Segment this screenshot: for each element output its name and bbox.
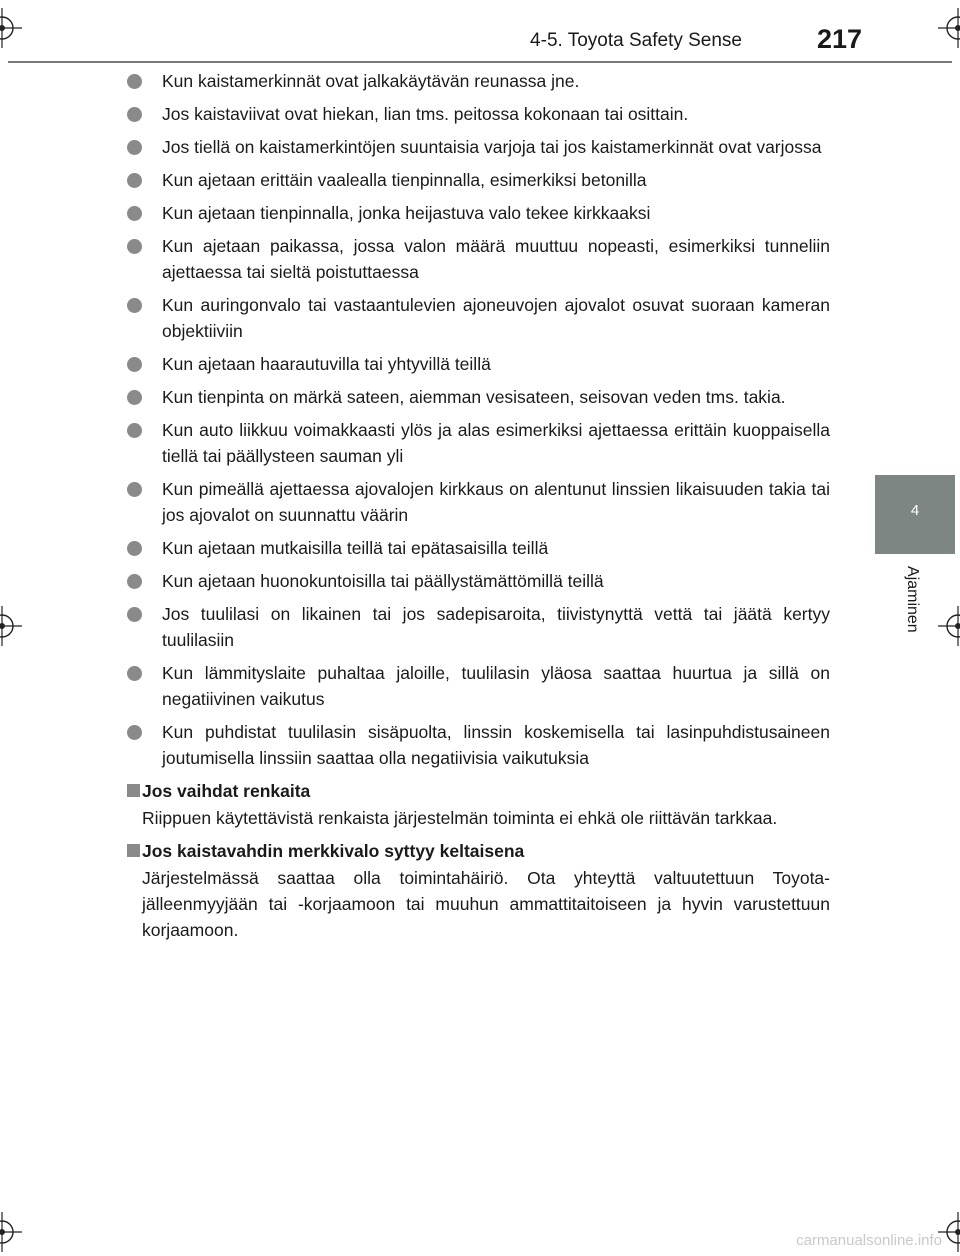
square-bullet-icon [127,844,140,857]
list-item: Kun ajetaan erittäin vaalealla tienpinnalla, esimerkiksi betonilla [122,167,830,193]
list-item: Kun lämmityslaite puhaltaa jaloille, tuulilasin yläosa saattaa huurtua ja sillä on negatiivinen vaikutus [122,660,830,712]
list-item: Kun auringonvalo tai vastaantulevien ajoneuvojen ajovalot osuvat suoraan kameran objektiiviin [122,292,830,344]
bullet-icon [127,541,142,556]
bullet-icon [127,390,142,405]
list-item: Kun ajetaan paikassa, jossa valon määrä muuttuu nopeasti, esimerkiksi tunneliin ajettaessa tai sieltä poistuttaessa [122,233,830,285]
bullet-icon [127,298,142,313]
list-item: Kun ajetaan haarautuvilla tai yhtyvillä teillä [122,351,830,377]
list-item: Jos kaistaviivat ovat hiekan, lian tms. peitossa kokonaan tai osittain. [122,101,830,127]
bullet-icon [127,239,142,254]
list-item: Jos tuulilasi on likainen tai jos sadepisaroita, tiivistynyttä vettä tai jäätä kertyy tuulilasiin [122,601,830,653]
list-item: Kun puhdistat tuulilasin sisäpuolta, linssin koskemisella tai lasinpuhdistusaineen joutumisella linssiin saattaa olla negatiivisia vaikutuksia [122,719,830,771]
bullet-icon [127,423,142,438]
list-item: Kun kaistamerkinnät ovat jalkakäytävän reunassa jne. [122,68,830,94]
section-heading-indicator: Jos kaistavahdin merkkivalo syttyy keltaisena [122,838,830,864]
list-item: Kun ajetaan tienpinnalla, jonka heijastuva valo tekee kirkkaaksi [122,200,830,226]
bullet-icon [127,140,142,155]
bullet-icon [127,173,142,188]
crop-mark-icon [0,1212,22,1252]
bullet-icon [127,725,142,740]
chapter-tab [875,475,955,554]
bullet-icon [127,107,142,122]
header-divider [8,61,952,63]
page-number: 217 [816,24,862,54]
section-paragraph-indicator: Järjestelmässä saattaa olla toimintahäiriö. Ota yhteyttä valtuutettuun Toyota-jälleenmyyjään tai -korjaamoon tai muuhun ammattitaitoiseen ja hyvin varustettuun korjaamoon. [142,868,830,940]
watermark: carmanualsonline.info [796,1232,942,1249]
section-title: 4-5. Toyota Safety Sense [530,30,742,51]
page-content [122,68,830,950]
bullet-icon [127,666,142,681]
crop-mark-icon [938,606,960,646]
chapter-label: Ajaminen [904,566,921,633]
section-paragraph-tires: Riippuen käytettävistä renkaista järjestelmän toiminta ei ehkä ole riittävän tarkkaa. [142,808,778,828]
list-item: Jos tiellä on kaistamerkintöjen suuntaisia varjoja tai jos kaistamerkinnät ovat varjossa [122,134,830,160]
bullet-icon [127,574,142,589]
bullet-icon [127,607,142,622]
list-item: Kun auto liikkuu voimakkaasti ylös ja alas esimerkiksi ajettaessa erittäin kuoppaisella tiellä tai päällysteen sauman yli [122,417,830,469]
bullet-icon [127,206,142,221]
list-item: Kun tienpinta on märkä sateen, aiemman vesisateen, seisovan veden tms. takia. [122,384,830,410]
square-bullet-icon [127,784,140,797]
bullet-icon [127,74,142,89]
list-item: Kun ajetaan mutkaisilla teillä tai epätasaisilla teillä [122,535,830,561]
chapter-number: 4 [910,502,920,519]
crop-mark-icon [0,606,22,646]
section-heading-tires: Jos vaihdat renkaita [122,778,830,804]
list-item: Kun ajetaan huonokuntoisilla tai päällystämättömillä teillä [122,568,830,594]
page-header [0,0,960,70]
list-item: Kun pimeällä ajettaessa ajovalojen kirkkaus on alentunut linssien likaisuuden takia tai jos ajovalot on suunnattu väärin [122,476,830,528]
bullet-icon [127,357,142,372]
bullet-icon [127,482,142,497]
